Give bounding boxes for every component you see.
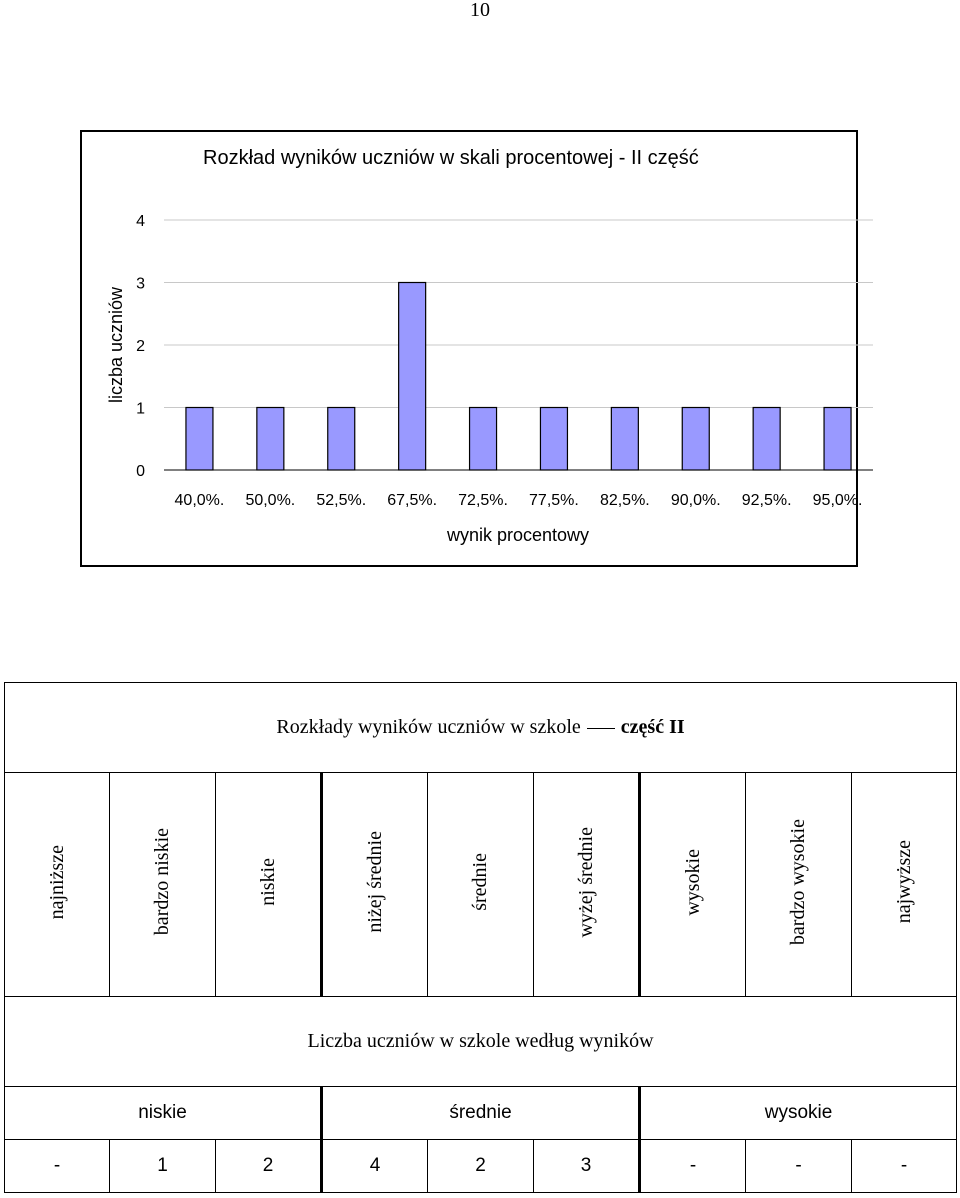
count-cell: 2 (216, 1140, 322, 1193)
table-subtitle: Liczba uczniów w szkole według wyników (5, 997, 957, 1087)
count-cell: 3 (534, 1140, 640, 1193)
y-tick-label: 1 (136, 400, 145, 418)
category-header-row (5, 773, 957, 997)
table-title-prefix: Rozkłady wyników uczniów w szkole (276, 716, 581, 738)
page-number: 10 (470, 0, 490, 21)
y-axis-title: liczba uczniów (106, 286, 126, 404)
bar (399, 283, 426, 471)
bar (540, 408, 567, 471)
x-tick-label: 90,0%. (670, 492, 721, 509)
category-header-cell (110, 773, 216, 997)
x-tick-label: 82,5%. (599, 492, 650, 509)
bar (824, 408, 851, 471)
category-header-cell (852, 773, 957, 997)
count-cell: - (5, 1140, 110, 1193)
count-cell: 2 (428, 1140, 534, 1193)
category-label: niżej średnie (363, 831, 386, 933)
category-header-cell (322, 773, 428, 997)
table-title-suffix: część II (620, 716, 685, 738)
bar (682, 408, 709, 471)
x-tick-label: 50,0%. (245, 492, 296, 509)
x-tick-label: 95,0%. (812, 492, 863, 509)
group-row (5, 1087, 957, 1140)
x-tick-label: 72,5%. (458, 492, 508, 509)
category-header-cell (534, 773, 640, 997)
count-cell: 4 (322, 1140, 428, 1193)
count-cell: - (746, 1140, 852, 1193)
count-cell: - (640, 1140, 746, 1193)
x-tick-label: 92,5%. (741, 492, 792, 509)
category-label: średnie (469, 853, 491, 911)
table-title (5, 683, 957, 773)
count-cell: - (852, 1140, 957, 1193)
bar (753, 408, 780, 471)
category-label: bardzo wysokie (787, 818, 809, 946)
x-axis-title: wynik procentowy (446, 525, 590, 545)
x-tick-label: 77,5%. (529, 492, 579, 509)
category-label: niskie (256, 858, 279, 906)
category-header-cell (746, 773, 852, 997)
group-high: wysokie (640, 1087, 957, 1140)
results-distribution-table (4, 682, 957, 1193)
count-row (5, 1140, 957, 1193)
title-dash (587, 728, 615, 729)
y-tick-label: 3 (136, 275, 145, 293)
bar (257, 408, 284, 471)
category-label: najniższe (45, 844, 68, 920)
category-header-cell (216, 773, 322, 997)
bar (328, 408, 355, 471)
x-tick-label: 40,0%. (174, 492, 225, 509)
category-label: najwyższe (892, 840, 915, 924)
x-tick-label: 52,5%. (316, 492, 367, 509)
count-cell: 1 (110, 1140, 216, 1193)
bar (186, 408, 213, 471)
chart-title: Rozkład wyników uczniów w skali procentowej - II część (203, 147, 699, 169)
y-tick-label: 2 (136, 338, 145, 355)
group-mid: średnie (322, 1087, 640, 1140)
category-header-cell (640, 773, 746, 997)
category-label: bardzo niskie (151, 828, 173, 936)
x-tick-label: 67,5%. (387, 492, 438, 509)
group-low: niskie (5, 1087, 322, 1140)
category-label: wysokie (681, 848, 704, 916)
bar (611, 408, 638, 471)
bar (470, 408, 497, 471)
y-tick-label: 0 (136, 463, 145, 480)
category-header-cell (5, 773, 110, 997)
category-label: wyżej średnie (574, 826, 597, 938)
category-header-cell (428, 773, 534, 997)
y-tick-label: 4 (136, 213, 145, 230)
